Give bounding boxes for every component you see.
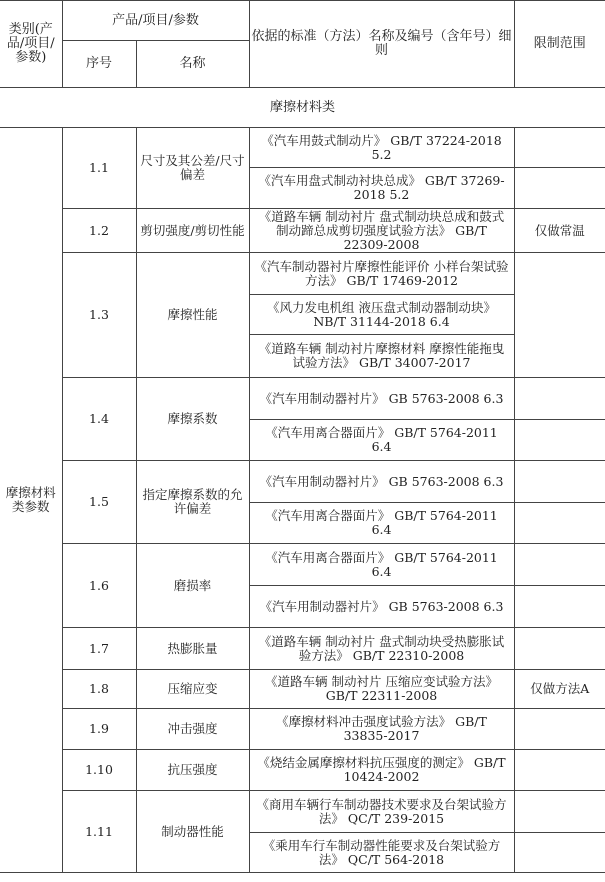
row-limit xyxy=(514,420,605,461)
header-category: 类别(产品/项目/参数) xyxy=(0,1,62,88)
row-limit xyxy=(514,503,605,544)
row-no: 1.6 xyxy=(62,544,136,628)
header-serial: 序号 xyxy=(62,41,136,88)
category-label: 摩擦材料类参数 xyxy=(0,128,62,873)
row-standard: 《汽车用离合器面片》 GB/T 5764-2011 6.4 xyxy=(249,503,514,544)
header-product-group: 产品/项目/参数 xyxy=(62,1,249,41)
row-name: 摩擦性能 xyxy=(136,253,249,378)
row-standard: 《商用车辆行车制动器技术要求及台架试验方法》 QC/T 239-2015 xyxy=(249,791,514,833)
row-name: 冲击强度 xyxy=(136,709,249,750)
row-no: 1.7 xyxy=(62,628,136,670)
row-no: 1.8 xyxy=(62,670,136,709)
row-standard: 《乘用车行车制动器性能要求及台架试验方法》 QC/T 564-2018 xyxy=(249,833,514,873)
row-limit xyxy=(514,791,605,833)
row-standard: 《道路车辆 制动衬片摩擦材料 摩擦性能拖曳试验方法》 GB/T 34007-2017 xyxy=(249,335,514,378)
row-name: 指定摩擦系数的允许偏差 xyxy=(136,461,249,544)
row-standard: 《汽车制动器衬片摩擦性能评价 小样台架试验方法》 GB/T 17469-2012 xyxy=(249,253,514,295)
row-no: 1.4 xyxy=(62,378,136,461)
row-standard: 《烧结金属摩擦材料抗压强度的测定》 GB/T 10424-2002 xyxy=(249,750,514,791)
section-title: 摩擦材料类 xyxy=(0,88,605,128)
row-limit xyxy=(514,709,605,750)
header-limit: 限制范围 xyxy=(514,1,605,88)
row-standard: 《汽车用离合器面片》 GB/T 5764-2011 6.4 xyxy=(249,544,514,586)
row-name: 热膨胀量 xyxy=(136,628,249,670)
row-limit xyxy=(514,128,605,168)
row-standard: 《风力发电机组 液压盘式制动器制动块》 NB/T 31144-2018 6.4 xyxy=(249,295,514,335)
row-name: 压缩应变 xyxy=(136,670,249,709)
row-name: 制动器性能 xyxy=(136,791,249,873)
row-limit xyxy=(514,833,605,873)
row-limit xyxy=(514,750,605,791)
row-standard: 《摩擦材料冲击强度试验方法》 GB/T 33835-2017 xyxy=(249,709,514,750)
row-name: 抗压强度 xyxy=(136,750,249,791)
row-no: 1.5 xyxy=(62,461,136,544)
row-limit xyxy=(514,378,605,420)
row-name: 磨损率 xyxy=(136,544,249,628)
row-no: 1.1 xyxy=(62,128,136,209)
row-no: 1.11 xyxy=(62,791,136,873)
row-standard: 《汽车用离合器面片》 GB/T 5764-2011 6.4 xyxy=(249,420,514,461)
row-limit: 仅做方法A xyxy=(514,670,605,709)
row-standard: 《道路车辆 制动衬片 盘式制动块受热膨胀试验方法》 GB/T 22310-2008 xyxy=(249,628,514,670)
row-standard: 《汽车用盘式制动衬块总成》 GB/T 37269-2018 5.2 xyxy=(249,168,514,209)
row-standard: 《汽车用制动器衬片》 GB 5763-2008 6.3 xyxy=(249,461,514,503)
row-limit xyxy=(514,168,605,209)
row-limit xyxy=(514,461,605,503)
row-limit xyxy=(514,586,605,628)
row-standard: 《道路车辆 制动衬片 盘式制动块总成和鼓式制动蹄总成剪切强度试验方法》 GB/T 22309-2008 xyxy=(249,209,514,253)
row-name: 摩擦系数 xyxy=(136,378,249,461)
row-no: 1.2 xyxy=(62,209,136,253)
row-limit xyxy=(514,253,605,378)
header-name: 名称 xyxy=(136,41,249,88)
row-limit xyxy=(514,628,605,670)
row-standard: 《汽车用制动器衬片》 GB 5763-2008 6.3 xyxy=(249,586,514,628)
row-limit xyxy=(514,544,605,586)
row-standard: 《汽车用制动器衬片》 GB 5763-2008 6.3 xyxy=(249,378,514,420)
row-no: 1.3 xyxy=(62,253,136,378)
row-name: 剪切强度/剪切性能 xyxy=(136,209,249,253)
row-standard: 《道路车辆 制动衬片 压缩应变试验方法》 GB/T 22311-2008 xyxy=(249,670,514,709)
row-name: 尺寸及其公差/尺寸偏差 xyxy=(136,128,249,209)
row-limit: 仅做常温 xyxy=(514,209,605,253)
row-no: 1.10 xyxy=(62,750,136,791)
row-standard: 《汽车用鼓式制动片》 GB/T 37224-2018 5.2 xyxy=(249,128,514,168)
row-no: 1.9 xyxy=(62,709,136,750)
header-standard: 依据的标准（方法）名称及编号（含年号）细则 xyxy=(249,1,514,88)
